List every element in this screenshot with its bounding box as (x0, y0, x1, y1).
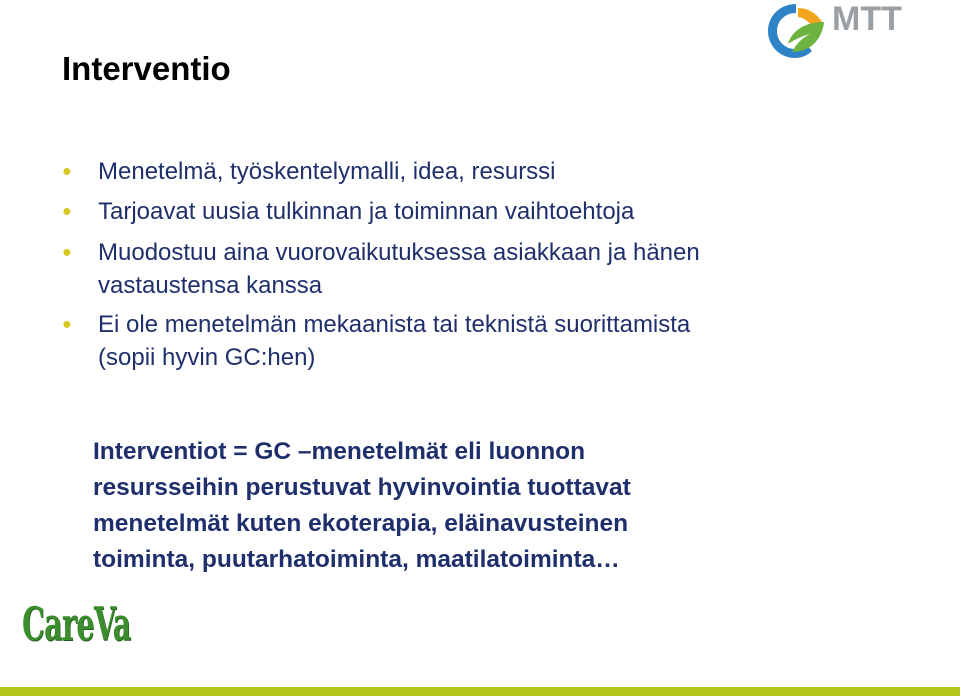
bullet-text-line: (sopii hyvin GC:hen) (98, 344, 316, 371)
bullet-item (62, 155, 922, 188)
note-line: toiminta, puutarhatoiminta, maatilatoiminta… (93, 546, 620, 573)
careva-logo-text: CareVa (22, 597, 131, 651)
bottom-accent-bar (0, 687, 960, 696)
careva-logo (22, 597, 142, 661)
bullet-dot-icon: ● (62, 203, 72, 220)
slide-title: Interventio (62, 50, 231, 87)
note-line: Interventiot = GC –menetelmät eli luonnon (93, 438, 586, 465)
bullet-list (62, 155, 922, 382)
bullet-item (62, 195, 922, 228)
bullet-item (62, 308, 922, 374)
bullet-dot-icon: ● (62, 244, 72, 261)
bullet-text-line: Ei ole menetelmän mekaanista tai teknistä suorittamista (98, 311, 691, 338)
note-line: menetelmät kuten ekoterapia, eläinavusteinen (93, 510, 629, 537)
bullet-text-line: vastaustensa kanssa (98, 272, 323, 299)
bullet-item (62, 236, 922, 302)
bullet-text: Tarjoavat uusia tulkinnan ja toiminnan vaihtoehtoja (98, 198, 635, 225)
bullet-dot-icon: ● (62, 163, 72, 180)
bullet-dot-icon: ● (62, 316, 72, 333)
mtt-logo-text: MTT (832, 0, 902, 38)
bullet-text: Menetelmä, työskentelymalli, idea, resurssi (98, 158, 556, 185)
mtt-leaf-icon (762, 0, 832, 62)
interventions-note (93, 434, 923, 578)
mtt-logo (762, 0, 922, 62)
bullet-text-line: Muodostuu aina vuorovaikutuksessa asiakkaan ja hänen (98, 239, 700, 266)
note-line: resursseihin perustuvat hyvinvointia tuottavat (93, 474, 631, 501)
